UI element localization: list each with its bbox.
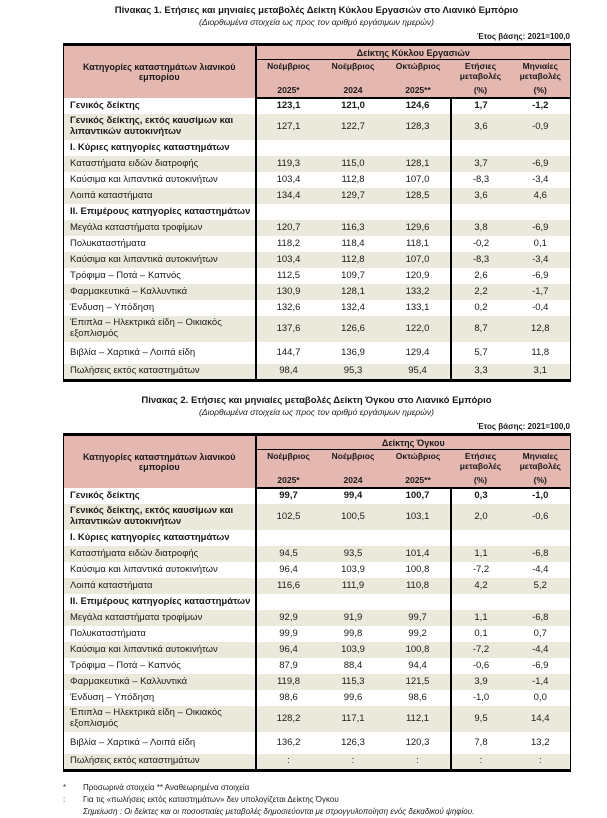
value-cell: -0,6: [451, 658, 511, 674]
value-cell: 136,2: [276, 736, 301, 748]
column-header-line1: Νοέμβριος: [331, 61, 375, 72]
value-cell: -0,6: [532, 510, 549, 522]
value-cell: 99,2: [408, 627, 427, 639]
table-row: [64, 504, 571, 530]
value-cell: 121,0: [341, 100, 365, 112]
value-cell: 119,3: [276, 157, 301, 169]
value-cell: 7,8: [451, 732, 511, 754]
table1-title: Πίνακας 1. Ετήσιες και μηνιαίες μεταβολές Δείκτη Κύκλου Εργασιών στο Λιανικό Εμπόριο: [114, 5, 519, 16]
value-cell: [451, 204, 511, 220]
category-cell: Τρόφιμα – Ποτά – Καπνός: [64, 268, 256, 284]
footnote-text: Προσωρινά στοιχεία ** Αναθεωρημένα στοιχεία: [83, 783, 250, 792]
table-row: [64, 284, 571, 300]
value-cell: 98,6: [408, 691, 427, 703]
value-cell: 11,8: [531, 346, 550, 358]
value-cell: -1,0: [451, 690, 511, 706]
value-cell: 3,7: [451, 156, 511, 172]
column-header-line1: Οκτώβριος: [395, 61, 441, 72]
category-cell: Γενικός δείκτης: [64, 488, 256, 504]
column-header: [386, 450, 451, 489]
category-cell: Καύσιμα και λιπαντικά αυτοκινήτων: [64, 172, 256, 188]
value-cell: 118,2: [276, 237, 301, 249]
category-column-header: Κατηγορίες καταστημάτων λιανικού εμπορίου: [64, 435, 256, 489]
value-cell: 102,5: [276, 510, 301, 522]
value-cell: 8,7: [451, 316, 511, 342]
value-cell: [256, 530, 321, 546]
value-cell: -6,9: [532, 269, 549, 281]
value-cell: 115,0: [341, 157, 365, 169]
table-row: [64, 98, 571, 114]
column-header-line1: Νοέμβριος: [331, 451, 375, 462]
value-cell: 130,9: [276, 285, 301, 297]
value-cell: -8,3: [451, 172, 511, 188]
footnote-marker: :: [63, 795, 66, 804]
table-row: [64, 342, 571, 364]
value-cell: 122,7: [341, 120, 365, 132]
value-cell: 118,4: [341, 237, 365, 249]
table-row: [64, 706, 571, 732]
value-cell: 100,7: [405, 490, 430, 502]
value-cell: 112,8: [341, 173, 365, 185]
category-cell: Γενικός δείκτης, εκτός καυσίμων και λιπαντικών αυτοκινήτων: [64, 114, 256, 140]
value-cell: -6,9: [532, 221, 549, 233]
section-row: [64, 204, 571, 220]
value-cell: 91,9: [343, 611, 363, 623]
column-header-line1: Νοέμβριος: [267, 451, 310, 462]
table-row: [64, 300, 571, 316]
category-cell: Καύσιμα και λιπαντικά αυτοκινήτων: [64, 642, 256, 658]
value-cell: 94,5: [279, 547, 298, 559]
value-cell: 1,1: [451, 546, 511, 562]
value-cell: 103,9: [341, 563, 365, 575]
value-cell: 109,7: [341, 269, 365, 281]
value-cell: 101,4: [405, 547, 430, 559]
table-row: [64, 188, 571, 204]
value-cell: 99,4: [343, 490, 363, 502]
value-cell: -0,2: [451, 236, 511, 252]
value-cell: 124,6: [405, 100, 430, 112]
category-cell: Γενικός δείκτης, εκτός καυσίμων και λιπαντικών αυτοκινήτων: [64, 504, 256, 530]
value-cell: 132,4: [341, 301, 365, 313]
value-cell: [511, 530, 571, 546]
value-cell: [386, 140, 451, 156]
value-cell: -4,4: [532, 643, 549, 655]
value-cell: 5,2: [533, 579, 547, 591]
footnote-text: Σημείωση : Οι δείκτες και οι ποσοστιαίες μεταβολές δημοσιεύονται με στρογγυλοποίηση ενός δεκαδικού ψηφίου.: [83, 807, 475, 816]
value-cell: 92,9: [279, 611, 298, 623]
value-cell: :: [351, 755, 355, 767]
category-cell: Ι. Κύριες κατηγορίες καταστημάτων: [64, 530, 256, 546]
table1-base-year: Έτος βάσης: 2021=100,0: [476, 32, 570, 42]
value-cell: 133,1: [405, 301, 430, 313]
value-cell: 4,2: [451, 578, 511, 594]
column-header-line1: Ετήσιες μεταβολές: [459, 451, 502, 472]
value-cell: 4,6: [533, 189, 547, 201]
value-cell: -3,4: [532, 253, 549, 265]
category-cell: Καταστήματα ειδών διατροφής: [64, 156, 256, 172]
value-cell: [451, 594, 511, 610]
value-cell: [321, 530, 386, 546]
column-header-line2: 2025*: [277, 474, 300, 485]
table-row: [64, 252, 571, 268]
value-cell: 110,8: [405, 579, 430, 591]
footnote-line: [63, 782, 570, 794]
table-row: [64, 220, 571, 236]
column-header-line1: Οκτώβριος: [395, 451, 441, 462]
value-cell: 95,3: [343, 365, 363, 377]
value-cell: :: [538, 755, 542, 767]
category-cell: Καύσιμα και λιπαντικά αυτοκινήτων: [64, 252, 256, 268]
value-cell: [321, 204, 386, 220]
table-row: [64, 642, 571, 658]
value-cell: 128,1: [405, 157, 430, 169]
value-cell: 95,4: [408, 365, 427, 377]
table-row: [64, 610, 571, 626]
value-cell: 116,3: [341, 221, 365, 233]
category-cell: Μεγάλα καταστήματα τροφίμων: [64, 220, 256, 236]
column-header: [511, 60, 571, 99]
value-cell: 0,2: [451, 300, 511, 316]
table-row: [64, 172, 571, 188]
value-cell: 100,8: [405, 563, 430, 575]
value-cell: 3,6: [451, 114, 511, 140]
section-row: [64, 530, 571, 546]
value-cell: 119,8: [276, 675, 301, 687]
category-cell: Φαρμακευτικά – Καλλυντικά: [64, 284, 256, 300]
column-header-line1: Νοέμβριος: [267, 61, 310, 72]
value-cell: -7,2: [451, 562, 511, 578]
column-header-line2: (%): [533, 474, 547, 485]
value-cell: 107,0: [405, 253, 430, 265]
table-row: [64, 546, 571, 562]
column-header-line1: Μηνιαίες μεταβολές: [519, 61, 561, 82]
column-header-line2: 2024: [343, 474, 363, 485]
value-cell: -1,0: [532, 490, 549, 502]
value-cell: 0,1: [451, 626, 511, 642]
column-header-line2: 2024: [343, 84, 363, 95]
table-row: [64, 754, 571, 770]
table-row: [64, 236, 571, 252]
section-row: [64, 594, 571, 610]
category-cell: Λοιπά καταστήματα: [64, 188, 256, 204]
value-cell: -8,3: [451, 252, 511, 268]
value-cell: 96,4: [279, 643, 298, 655]
value-cell: 103,4: [276, 253, 301, 265]
table2-subtitle: (Διορθωμένα στοιχεία ως προς τον αριθμό εργάσιμων ημερών): [199, 407, 434, 418]
table-row: [64, 690, 571, 706]
category-cell: Πολυκαταστήματα: [64, 236, 256, 252]
table2-section: [63, 395, 570, 772]
section-row: [64, 140, 571, 156]
value-cell: 103,9: [341, 643, 365, 655]
document-page: [63, 5, 570, 818]
value-cell: -1,2: [532, 100, 549, 112]
value-cell: 123,1: [276, 100, 301, 112]
table-row: [64, 578, 571, 594]
value-cell: 3,3: [451, 364, 511, 380]
value-cell: 3,8: [451, 220, 511, 236]
value-cell: 120,7: [276, 221, 301, 233]
column-header-line2: 2025**: [405, 474, 431, 485]
value-cell: -6,9: [532, 659, 549, 671]
table-row: [64, 114, 571, 140]
footnote-text: Για τις «πωλήσεις εκτός καταστημάτων» δεν υπολογίζεται Δείκτης Όγκου: [83, 795, 339, 804]
value-cell: 9,5: [451, 706, 511, 732]
value-cell: :: [416, 755, 419, 767]
value-cell: 0,0: [533, 691, 547, 703]
category-cell: ΙΙ. Επιμέρους κατηγορίες καταστημάτων: [64, 594, 256, 610]
value-cell: 111,9: [341, 579, 365, 591]
value-cell: 122,0: [405, 322, 430, 334]
value-cell: 115,3: [341, 675, 365, 687]
value-cell: 121,5: [405, 675, 430, 687]
value-cell: 88,4: [343, 659, 363, 671]
category-cell: Βιβλία – Χαρτικά – Λοιπά είδη: [64, 342, 256, 364]
category-cell: Πολυκαταστήματα: [64, 626, 256, 642]
category-cell: Λοιπά καταστήματα: [64, 578, 256, 594]
column-header: [321, 450, 386, 489]
value-cell: 3,6: [451, 188, 511, 204]
value-cell: [321, 594, 386, 610]
value-cell: 13,2: [531, 736, 550, 748]
value-cell: -4,4: [532, 563, 549, 575]
value-cell: 0,1: [533, 237, 547, 249]
category-cell: Ένδυση – Υπόδηση: [64, 690, 256, 706]
value-cell: 112,5: [276, 269, 301, 281]
value-cell: 107,0: [405, 173, 430, 185]
value-cell: 0,7: [533, 627, 547, 639]
column-header: [321, 60, 386, 99]
category-cell: ΙΙ. Επιμέρους κατηγορίες καταστημάτων: [64, 204, 256, 220]
category-cell: Γενικός δείκτης: [64, 98, 256, 114]
value-cell: 126,6: [341, 322, 365, 334]
volume-index-table: [63, 433, 571, 772]
value-cell: 128,5: [405, 189, 430, 201]
value-cell: :: [451, 754, 511, 770]
value-cell: -3,4: [532, 173, 549, 185]
value-cell: 3,9: [451, 674, 511, 690]
value-cell: 98,6: [279, 691, 298, 703]
value-cell: 128,1: [341, 285, 365, 297]
value-cell: 129,4: [405, 346, 430, 358]
table1-section: [63, 5, 570, 382]
value-cell: [511, 140, 571, 156]
value-cell: 99,6: [343, 691, 363, 703]
table-row: [64, 488, 571, 504]
value-cell: [511, 204, 571, 220]
column-header-line2: (%): [533, 84, 547, 95]
value-cell: 96,4: [279, 563, 298, 575]
value-cell: -0,4: [532, 301, 549, 313]
value-cell: 5,7: [451, 342, 511, 364]
value-cell: 99,8: [343, 627, 363, 639]
value-cell: 93,5: [343, 547, 363, 559]
value-cell: 136,9: [341, 346, 365, 358]
value-cell: 120,3: [405, 736, 430, 748]
table-row: [64, 268, 571, 284]
value-cell: 3,1: [533, 365, 547, 377]
category-cell: Ι. Κύριες κατηγορίες καταστημάτων: [64, 140, 256, 156]
table2-base-year: Έτος βάσης: 2021=100,0: [476, 422, 570, 432]
value-cell: 144,7: [276, 346, 301, 358]
column-header-line1: Μηνιαίες μεταβολές: [519, 451, 561, 472]
value-cell: 128,3: [405, 120, 430, 132]
category-cell: Ένδυση – Υπόδηση: [64, 300, 256, 316]
footnote-line: [63, 794, 570, 806]
table-row: [64, 316, 571, 342]
value-cell: [386, 530, 451, 546]
table2-title: Πίνακας 2. Ετήσιες και μηνιαίες μεταβολές Δείκτη Όγκου στο Λιανικό Εμπόριο: [141, 395, 492, 406]
column-header: [256, 60, 321, 99]
column-header: [256, 450, 321, 489]
value-cell: [256, 204, 321, 220]
value-cell: [321, 140, 386, 156]
value-cell: [256, 140, 321, 156]
index-group-header: Δείκτης Κύκλου Εργασιών: [256, 45, 571, 60]
value-cell: 12,8: [531, 322, 550, 334]
index-group-header: Δείκτης Όγκου: [256, 435, 571, 450]
category-cell: Πωλήσεις εκτός καταστημάτων: [64, 754, 256, 770]
column-header: [511, 450, 571, 489]
column-header-line2: 2025**: [405, 84, 431, 95]
value-cell: 1,7: [451, 98, 511, 114]
value-cell: 133,2: [405, 285, 430, 297]
value-cell: 103,4: [276, 173, 301, 185]
column-header-line2: (%): [473, 84, 488, 95]
table-row: [64, 156, 571, 172]
value-cell: [256, 594, 321, 610]
value-cell: 1,1: [451, 610, 511, 626]
value-cell: [386, 204, 451, 220]
table-row: [64, 658, 571, 674]
turnover-index-table: [63, 43, 571, 382]
table-row: [64, 732, 571, 754]
value-cell: 2,2: [451, 284, 511, 300]
value-cell: 99,7: [279, 490, 298, 502]
value-cell: 100,8: [405, 643, 430, 655]
category-cell: Έπιπλα – Ηλεκτρικά είδη – Οικιακός εξοπλισμός: [64, 316, 256, 342]
value-cell: 127,1: [276, 120, 301, 132]
value-cell: 132,6: [276, 301, 301, 313]
value-cell: 134,4: [276, 189, 301, 201]
footnotes: [63, 782, 570, 818]
value-cell: 112,8: [341, 253, 365, 265]
table-row: [64, 626, 571, 642]
value-cell: 99,7: [408, 611, 427, 623]
value-cell: :: [287, 755, 290, 767]
value-cell: -7,2: [451, 642, 511, 658]
value-cell: -6,9: [532, 157, 549, 169]
value-cell: -0,9: [532, 120, 549, 132]
value-cell: [451, 530, 511, 546]
footnote-marker: *: [63, 783, 67, 792]
value-cell: 103,1: [405, 510, 430, 522]
value-cell: 137,6: [276, 322, 301, 334]
table-row: [64, 364, 571, 380]
column-header: [386, 60, 451, 99]
value-cell: 120,9: [405, 269, 430, 281]
column-header: [451, 60, 511, 99]
category-cell: Καταστήματα ειδών διατροφής: [64, 546, 256, 562]
column-header: [451, 450, 511, 489]
table1-subtitle: (Διορθωμένα στοιχεία ως προς τον αριθμό εργάσιμων ημερών): [199, 17, 434, 28]
value-cell: 118,1: [405, 237, 430, 249]
table-row: [64, 562, 571, 578]
column-header-line2: 2025*: [277, 84, 300, 95]
value-cell: 112,1: [405, 712, 430, 724]
category-cell: Πωλήσεις εκτός καταστημάτων: [64, 364, 256, 380]
column-header-line1: Ετήσιες μεταβολές: [459, 61, 502, 82]
value-cell: [451, 140, 511, 156]
value-cell: 14,4: [531, 712, 550, 724]
column-header-line2: (%): [473, 474, 488, 485]
value-cell: 129,6: [405, 221, 430, 233]
value-cell: 99,9: [279, 627, 298, 639]
value-cell: [511, 594, 571, 610]
category-cell: Μεγάλα καταστήματα τροφίμων: [64, 610, 256, 626]
value-cell: [386, 594, 451, 610]
value-cell: 0,3: [451, 488, 511, 504]
value-cell: 128,2: [276, 712, 301, 724]
category-cell: Έπιπλα – Ηλεκτρικά είδη – Οικιακός εξοπλισμός: [64, 706, 256, 732]
value-cell: 100,5: [341, 510, 365, 522]
value-cell: -1,4: [532, 675, 549, 687]
category-cell: Καύσιμα και λιπαντικά αυτοκινήτων: [64, 562, 256, 578]
category-cell: Φαρμακευτικά – Καλλυντικά: [64, 674, 256, 690]
value-cell: 87,9: [279, 659, 298, 671]
value-cell: -6,8: [532, 611, 549, 623]
value-cell: 98,4: [279, 365, 298, 377]
value-cell: 2,0: [451, 504, 511, 530]
category-column-header: Κατηγορίες καταστημάτων λιανικού εμπορίου: [64, 45, 256, 99]
category-cell: Τρόφιμα – Ποτά – Καπνός: [64, 658, 256, 674]
category-cell: Βιβλία – Χαρτικά – Λοιπά είδη: [64, 732, 256, 754]
value-cell: 126,3: [341, 736, 365, 748]
value-cell: 2,6: [451, 268, 511, 284]
value-cell: 116,6: [276, 579, 301, 591]
value-cell: 94,4: [408, 659, 427, 671]
value-cell: -6,8: [532, 547, 549, 559]
value-cell: -1,7: [532, 285, 549, 297]
value-cell: 117,1: [341, 712, 365, 724]
table-row: [64, 674, 571, 690]
value-cell: 129,7: [341, 189, 365, 201]
